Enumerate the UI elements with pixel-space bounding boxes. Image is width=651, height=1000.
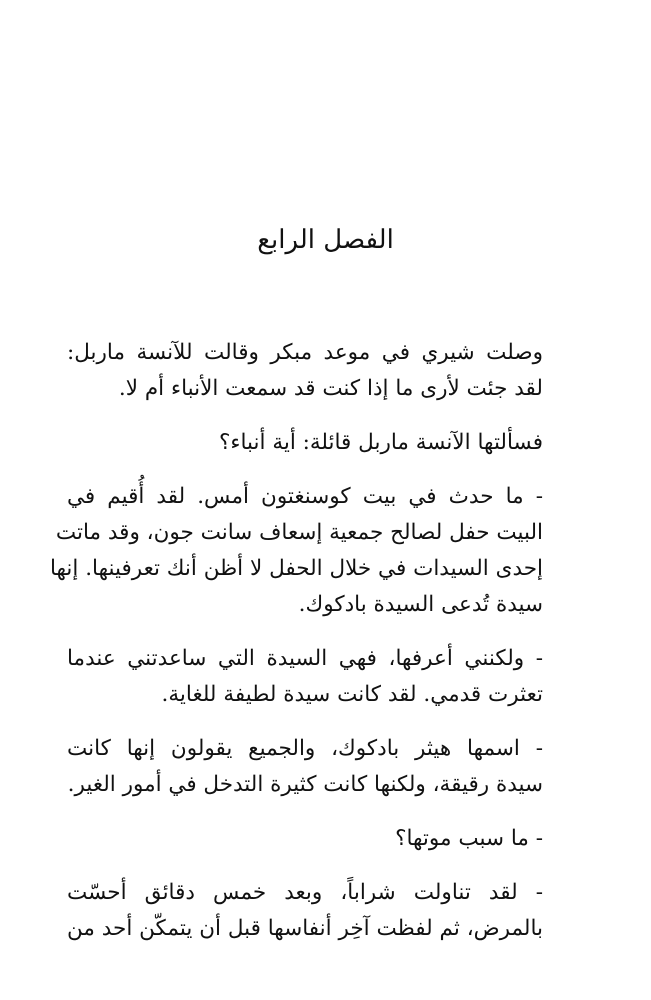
paragraph xyxy=(67,875,587,947)
text-line: - ولكنني أعرفها، فهي السيدة التي ساعدتني عندما xyxy=(67,646,543,671)
text-line: إحدى السيدات في خلال الحفل لا أظن أنك تعرفينها. إنها xyxy=(49,556,543,581)
chapter-body xyxy=(49,335,587,965)
paragraph xyxy=(49,479,587,623)
text-line: سيدة رقيقة، ولكنها كانت كثيرة التدخل في أمور الغير. xyxy=(67,772,543,797)
text-line: سيدة تُدعى السيدة بادكوك. xyxy=(298,592,543,617)
text-line: بالمرض، ثم لفظت آخِر أنفاسها قبل أن يتمكّن أحد من xyxy=(67,916,543,941)
text-line: فسألتها الآنسة ماربل قائلة: أية أنباء؟ xyxy=(218,430,543,455)
text-line: - ما حدث في بيت كوسنغتون أمس. لقد أُقيم في xyxy=(67,484,543,509)
paragraph xyxy=(67,335,587,407)
text-line: وصلت شيري في موعد مبكر وقالت للآنسة ماربل: xyxy=(67,340,543,365)
text-line: البيت حفل لصالح جمعية إسعاف سانت جون، وقد ماتت xyxy=(55,520,543,545)
text-line: - ما سبب موتها؟ xyxy=(395,826,543,851)
paragraph xyxy=(67,821,587,857)
text-line: - لقد تناولت شراباً، وبعد خمس دقائق أحسّت xyxy=(67,880,543,905)
text-line: تعثرت قدمي. لقد كانت سيدة لطيفة للغاية. xyxy=(161,682,543,707)
chapter-title: الفصل الرابع xyxy=(257,225,394,255)
paragraph xyxy=(67,425,587,461)
text-line: لقد جئت لأرى ما إذا كنت قد سمعت الأنباء أم لا. xyxy=(118,376,543,401)
paragraph xyxy=(67,641,587,713)
text-line: - اسمها هيثر بادكوك، والجميع يقولون إنها كانت xyxy=(67,736,543,761)
paragraph xyxy=(67,731,587,803)
